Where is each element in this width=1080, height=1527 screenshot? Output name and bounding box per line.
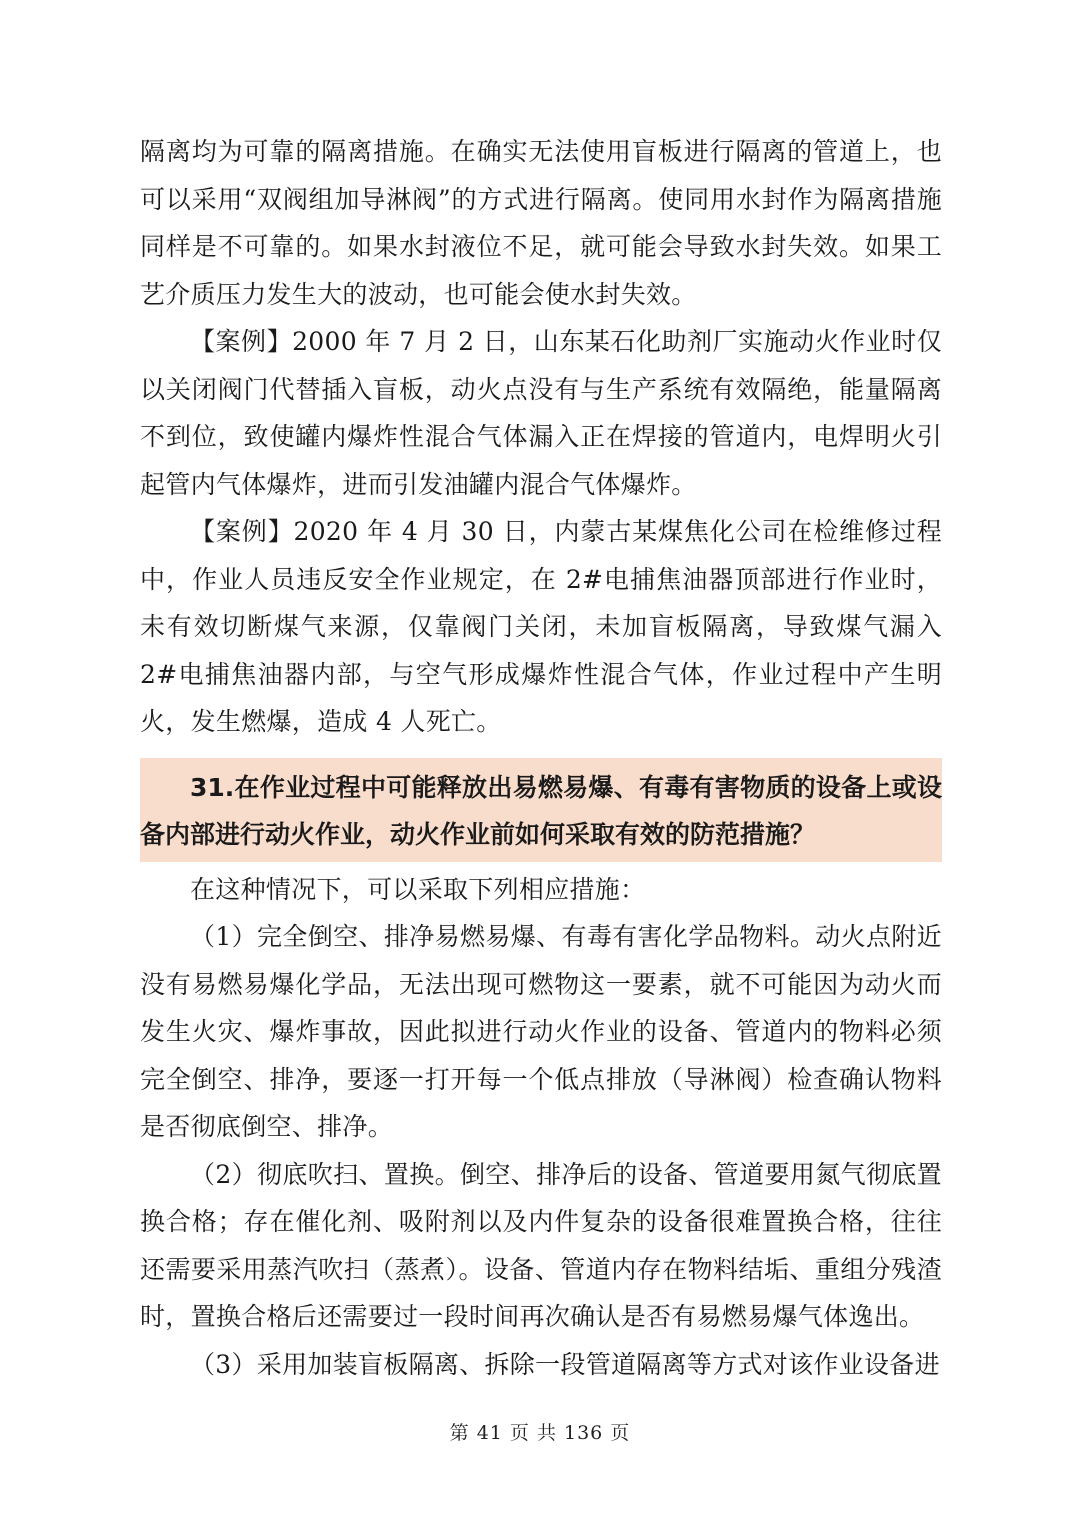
case-paragraph-2020: 【案例】2020 年 4 月 30 日，内蒙古某煤焦化公司在检维修过程中，作业人员违反安全作业规定，在 2#电捕焦油器顶部进行作业时，未有效切断煤气来源，仅靠阀门关闭，未加盲板隔离，导致煤气漏入 2#电捕焦油器内部，与空气形成爆炸性混合气体，作业过程中产生明火，发生燃爆，造成 4 人死亡。: [140, 517, 942, 736]
document-body: [140, 128, 942, 1388]
question-highlight-box: [140, 758, 942, 862]
case-paragraph-2000: 【案例】2000 年 7 月 2 日，山东某石化助剂厂实施动火作业时仅以关闭阀门代替插入盲板，动火点没有与生产系统有效隔绝，能量隔离不到位，致使罐内爆炸性混合气体漏入正在焊接的管道内，电焊明火引起管内气体爆炸，进而引发油罐内混合气体爆炸。: [140, 327, 942, 499]
question-heading: 31.在作业过程中可能释放出易燃易爆、有毒有害物质的设备上或设备内部进行动火作业，动火作业前如何采取有效的防范措施？: [140, 772, 942, 849]
measure-1: （1）完全倒空、排净易燃易爆、有毒有害化学品物料。动火点附近没有易燃易爆化学品，无法出现可燃物这一要素，就不可能因为动火而发生火灾、爆炸事故，因此拟进行动火作业的设备、管道内的物料必须完全倒空、排净，要逐一打开每一个低点排放（导淋阀）检查确认物料是否彻底倒空、排净。: [140, 922, 942, 1141]
paragraph-continuation: 隔离均为可靠的隔离措施。在确实无法使用盲板进行隔离的管道上，也可以采用“双阀组加导淋阀”的方式进行隔离。使同用水封作为隔离措施同样是不可靠的。如果水封液位不足，就可能会导致水封失效。如果工艺介质压力发生大的波动，也可能会使水封失效。: [140, 137, 942, 309]
measure-3: （3）采用加装盲板隔离、拆除一段管道隔离等方式对该作业设备进: [190, 1349, 940, 1379]
answer-intro: 在这种情况下，可以采取下列相应措施：: [190, 874, 646, 904]
measure-2: （2）彻底吹扫、置换。倒空、排净后的设备、管道要用氮气彻底置换合格；存在催化剂、吸附剂以及内件复杂的设备很难置换合格，往往还需要采用蒸汽吹扫（蒸煮）。设备、管道内存在物料结垢、重组分残渣时，置换合格后还需要过一段时间再次确认是否有易燃易爆气体逸出。: [140, 1159, 942, 1331]
page-number-footer: 第 41 页 共 136 页: [449, 1422, 631, 1444]
